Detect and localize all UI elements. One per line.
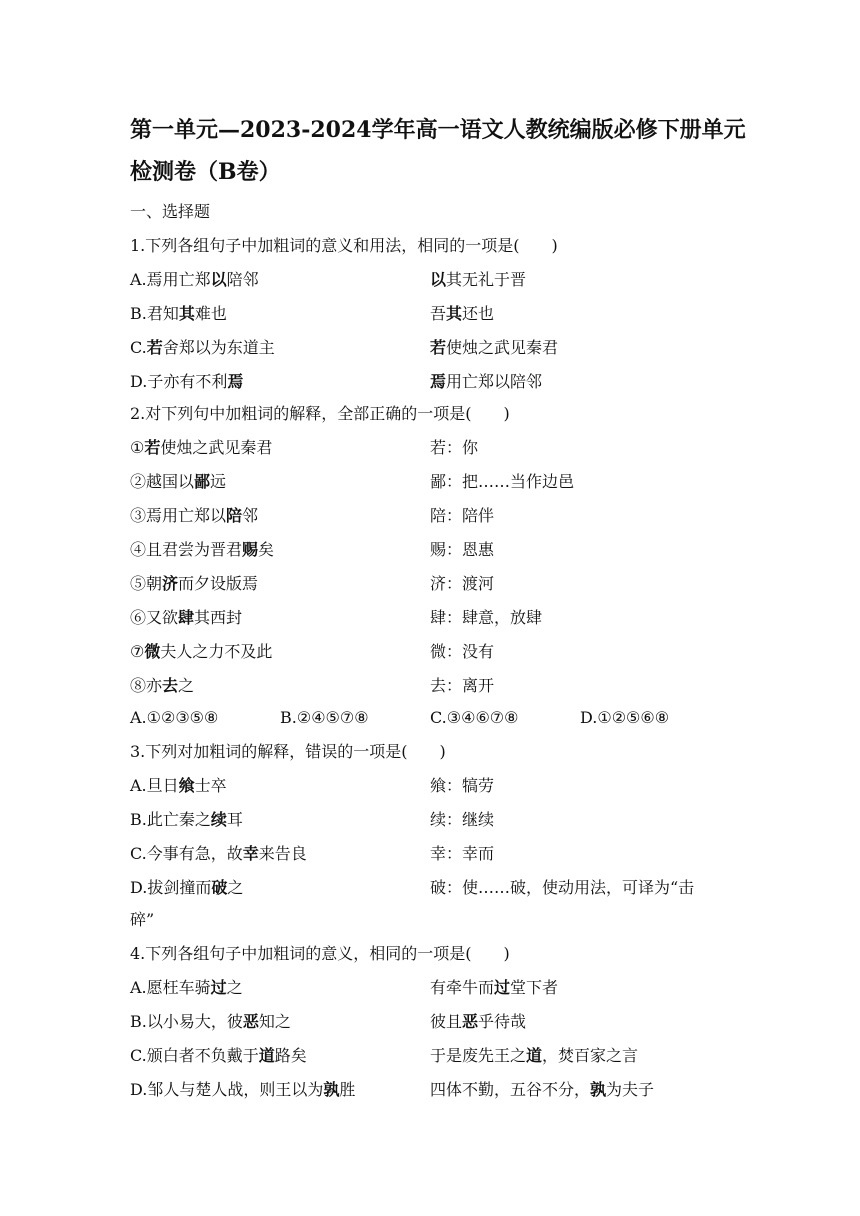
bold-keyword: 其: [178, 304, 195, 323]
question-2-row-right: 鄙：把……当作边邑: [430, 472, 575, 491]
sentence-text: 为夫子: [606, 1080, 655, 1099]
question-2-row-left: [130, 533, 274, 567]
question-1-stem: 1.下列各组句子中加粗词的意义和用法，相同的一项是( ): [130, 236, 558, 255]
sentence-text: C.今事有急，故: [130, 844, 243, 863]
question-3-row-right: 续：继续: [430, 810, 495, 829]
sentence-text: B.以小易大，彼: [130, 1012, 243, 1031]
bold-keyword: 以: [430, 270, 447, 289]
bold-keyword: 孰: [323, 1080, 340, 1099]
sentence-text: ，焚百家之言: [542, 1046, 639, 1065]
question-4-row-left: [130, 971, 243, 1005]
sentence-text: 用亡郑以陪邻: [446, 372, 543, 391]
question-1-row-right: [430, 331, 558, 365]
sentence-text: ⑧亦: [130, 676, 163, 695]
bold-keyword: 以: [210, 270, 227, 289]
sentence-text: ⑤朝: [130, 574, 163, 593]
bold-keyword: 破: [211, 878, 228, 897]
question-3-row-right: 幸：幸而: [430, 844, 495, 863]
question-2-row-left: [130, 635, 272, 669]
sentence-text: 远: [210, 472, 227, 491]
question-4-stem: 4.下列各组句子中加粗词的意义，相同的一项是( ): [130, 944, 510, 963]
question-1-row-left: [130, 365, 243, 399]
question-2-row-right: 济：渡河: [430, 574, 495, 593]
bold-keyword: 道: [258, 1046, 275, 1065]
sentence-text: 舍郑以为东道主: [162, 338, 275, 357]
question-1-row-left: [130, 331, 275, 365]
bold-keyword: 道: [526, 1046, 543, 1065]
sentence-text: B.此亡秦之: [130, 810, 211, 829]
bold-keyword: 幸: [242, 844, 259, 863]
question-1-row-right: [430, 297, 494, 331]
sentence-text: C.: [130, 338, 147, 357]
question-4-row-right: [430, 1005, 526, 1039]
bold-keyword: 陪: [226, 506, 243, 525]
sentence-text: 其无礼于晋: [446, 270, 527, 289]
sentence-text: ⑥又欲: [130, 608, 179, 627]
question-2-row-left: [130, 567, 258, 601]
question-3-stem: 3.下列对加粗词的解释，错误的一项是( ): [130, 742, 446, 761]
sentence-text: 耳: [226, 810, 243, 829]
sentence-text: 于是废先王之: [430, 1046, 527, 1065]
bold-keyword: 赐: [242, 540, 259, 559]
sentence-text: 胜: [339, 1080, 356, 1099]
sentence-text: 还也: [462, 304, 495, 323]
sentence-text: ①: [130, 438, 145, 457]
sentence-text: 之: [178, 676, 195, 695]
bold-keyword: 其: [446, 304, 463, 323]
sentence-text: 夫人之力不及此: [160, 642, 273, 661]
question-2-row-right: 赐：恩惠: [430, 540, 495, 559]
bold-keyword: 焉: [430, 372, 447, 391]
sentence-text: A.焉用亡郑: [130, 270, 211, 289]
question-1-row-left: [130, 297, 227, 331]
sentence-text: 吾: [430, 304, 447, 323]
bold-keyword: 焉: [227, 372, 244, 391]
question-3-row-right: 飨：犒劳: [430, 776, 495, 795]
question-2-row-left: [130, 499, 258, 533]
bold-keyword: 去: [162, 676, 179, 695]
sentence-text: 彼且: [430, 1012, 463, 1031]
question-1-row-left: [130, 263, 259, 297]
question-2-row-right: 去：离开: [430, 676, 495, 695]
question-3-row-left: [130, 769, 227, 803]
question-4-row-right: [430, 1073, 654, 1107]
section-heading: 一、选择题: [130, 202, 211, 221]
bold-keyword: 若: [146, 338, 163, 357]
bold-keyword: 济: [162, 574, 179, 593]
sentence-text: 路矣: [274, 1046, 307, 1065]
sentence-text: ⑦: [130, 642, 145, 661]
bold-keyword: 过: [210, 978, 227, 997]
bold-keyword: 飨: [178, 776, 195, 795]
question-4-row-right: [430, 1039, 638, 1073]
question-2-row-left: [130, 601, 242, 635]
sentence-text: 矣: [258, 540, 275, 559]
question-3-wrap-text: 碎”: [130, 910, 155, 929]
question-4-row-left: [130, 1073, 355, 1107]
sentence-text: 之: [226, 978, 243, 997]
sentence-text: 有牵牛而: [430, 978, 495, 997]
bold-keyword: 过: [494, 978, 511, 997]
question-2-option-c: C.③④⑥⑦⑧: [430, 708, 519, 727]
question-3-row-left: [130, 871, 243, 905]
bold-keyword: 微: [144, 642, 161, 661]
question-2-row-right: 微：没有: [430, 642, 495, 661]
document-title-line1: 第一单元—2023-2024学年高一语文人教统编版必修下册单元: [130, 117, 746, 143]
sentence-text: ②越国以: [130, 472, 195, 491]
sentence-text: D.拔剑撞而: [130, 878, 212, 897]
sentence-text: 使烛之武见秦君: [446, 338, 559, 357]
bold-keyword: 恶: [242, 1012, 259, 1031]
question-2-option-b: B.②④⑤⑦⑧: [280, 708, 369, 727]
question-1-row-right: [430, 365, 542, 399]
bold-keyword: 续: [210, 810, 227, 829]
question-4-row-right: [430, 971, 558, 1005]
question-2-option-d: D.①②⑤⑥⑧: [580, 708, 670, 727]
bold-keyword: 肆: [178, 608, 195, 627]
sentence-text: 之: [227, 878, 244, 897]
sentence-text: A.愿枉车骑: [130, 978, 211, 997]
question-4-row-left: [130, 1005, 291, 1039]
sentence-text: 而夕设版焉: [178, 574, 259, 593]
bold-keyword: 若: [430, 338, 447, 357]
bold-keyword: 恶: [462, 1012, 479, 1031]
sentence-text: 使烛之武见秦君: [160, 438, 273, 457]
question-4-row-left: [130, 1039, 307, 1073]
question-2-row-left: [130, 431, 272, 465]
sentence-text: ③焉用亡郑以: [130, 506, 227, 525]
sentence-text: B.君知: [130, 304, 179, 323]
question-2-row-left: [130, 669, 194, 703]
sentence-text: D.邹人与楚人战，则王以为: [130, 1080, 324, 1099]
sentence-text: 其西封: [194, 608, 243, 627]
question-2-stem: 2.对下列句中加粗词的解释，全部正确的一项是( ): [130, 404, 510, 423]
sentence-text: ④且君尝为晋君: [130, 540, 243, 559]
sentence-text: 知之: [258, 1012, 291, 1031]
question-2-row-right: 若：你: [430, 438, 479, 457]
question-3-row-left: [130, 837, 307, 871]
bold-keyword: 孰: [590, 1080, 607, 1099]
bold-keyword: 鄙: [194, 472, 211, 491]
question-2-row-right: 陪：陪伴: [430, 506, 495, 525]
document-title-line2: 检测卷（B卷）: [130, 159, 281, 185]
question-3-row-left: [130, 803, 243, 837]
sentence-text: 陪邻: [226, 270, 259, 289]
sentence-text: 邻: [242, 506, 259, 525]
sentence-text: 四体不勤，五谷不分，: [430, 1080, 591, 1099]
sentence-text: D.子亦有不利: [130, 372, 228, 391]
question-2-option-a: A.①②③⑤⑧: [130, 708, 219, 727]
sentence-text: C.颁白者不负戴于: [130, 1046, 259, 1065]
sentence-text: 难也: [194, 304, 227, 323]
sentence-text: 乎待哉: [478, 1012, 527, 1031]
sentence-text: A.旦日: [130, 776, 179, 795]
bold-keyword: 若: [144, 438, 161, 457]
sentence-text: 士卒: [194, 776, 227, 795]
question-2-row-left: [130, 465, 226, 499]
sentence-text: 来告良: [258, 844, 307, 863]
question-3-row-right: 破：使……破，使动用法，可译为“击: [430, 878, 695, 897]
question-2-row-right: 肆：肆意，放肆: [430, 608, 543, 627]
question-1-row-right: [430, 263, 526, 297]
sentence-text: 堂下者: [510, 978, 559, 997]
